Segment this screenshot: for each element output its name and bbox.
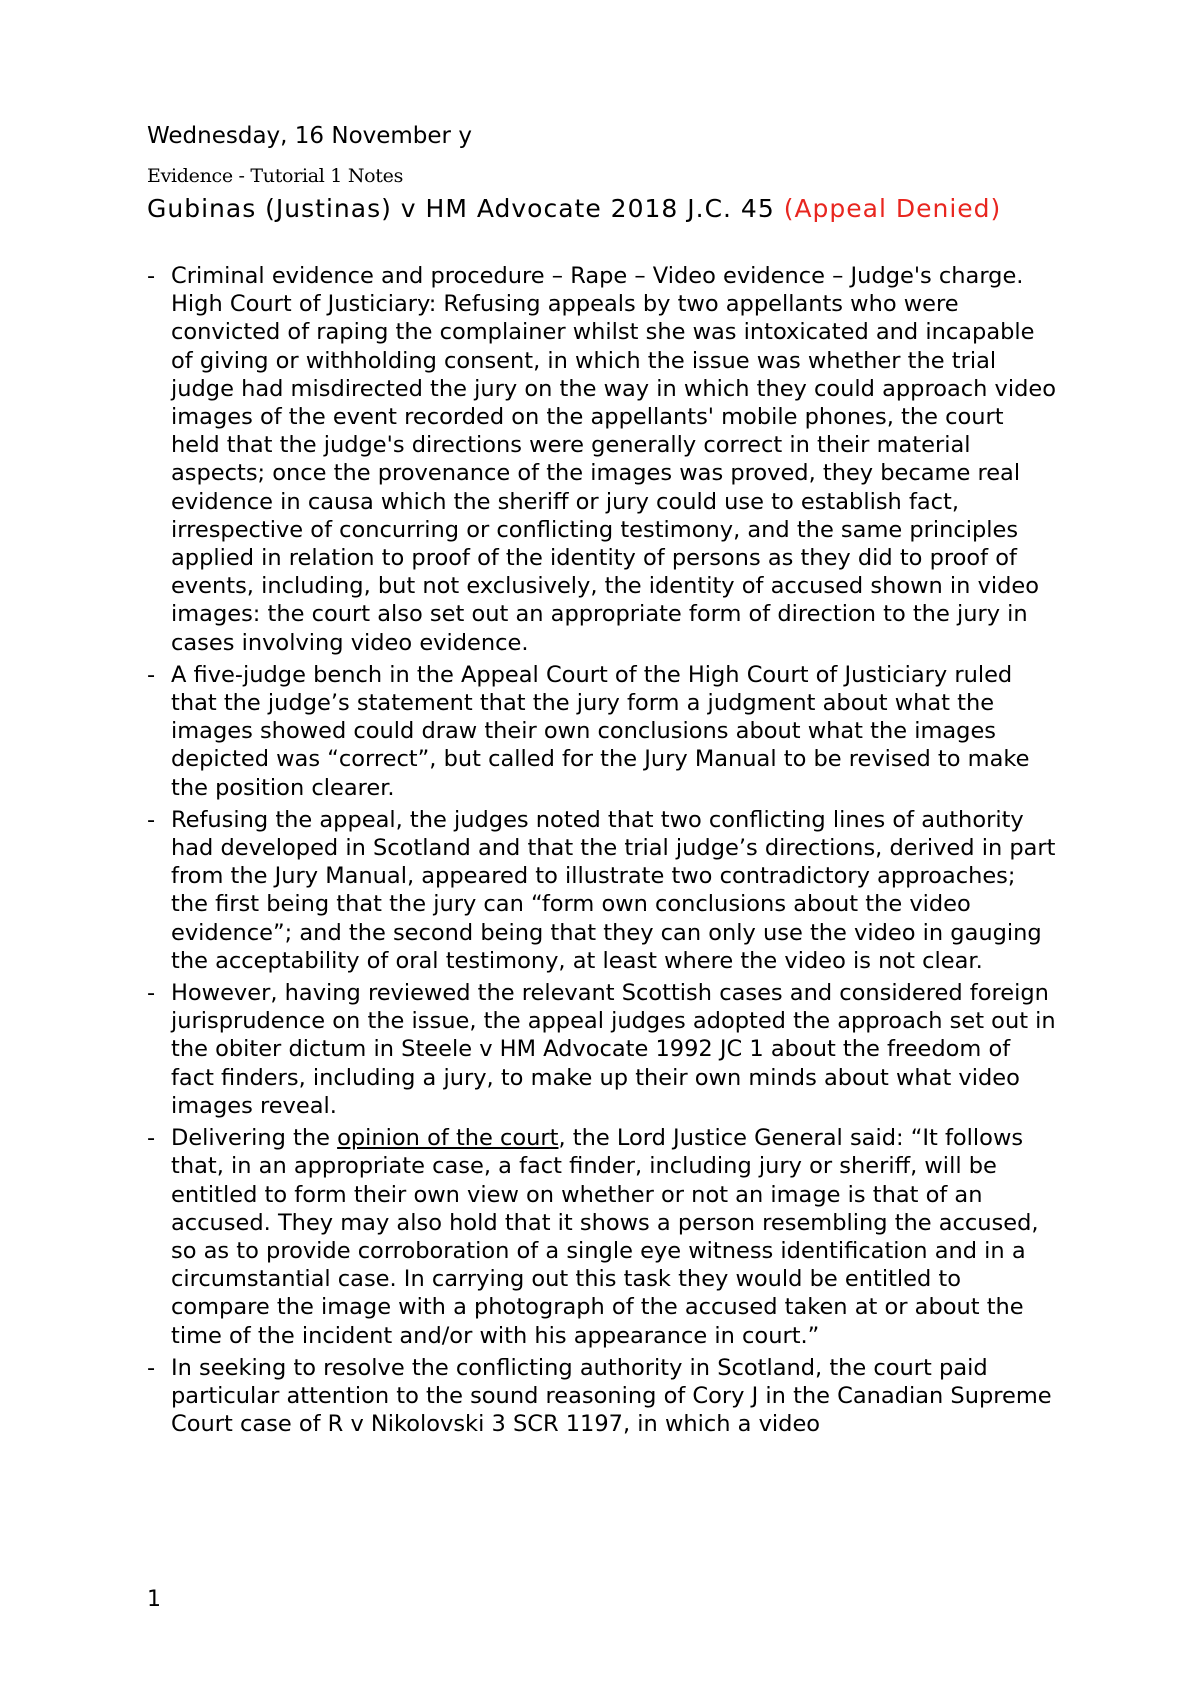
bullet-dash: -: [147, 263, 156, 289]
case-heading: [147, 193, 1077, 225]
list-item: [147, 979, 1057, 1120]
list-item: [147, 1124, 1057, 1350]
list-item: [147, 262, 1057, 657]
bullet-text-after: , the Lord Justice General said: “It follows that, in an appropriate case, a fact finder, including jury or sheriff, will be entitled to form their own view on whether or not an image is that of an accused. They may also hold that it shows a person resembling the accused, so as to provide corroboration of a single eye witness identification and in a circumstantial case. In carrying out this task they would be entitled to compare the image with a photograph of the accused taken at or about the time of the incident and/or with his appearance in court.”: [171, 1125, 1039, 1349]
opinion-of-the-court-link[interactable]: opinion of the court: [337, 1125, 559, 1152]
case-notes-list: [147, 262, 1057, 1442]
bullet-dash: -: [147, 661, 156, 688]
document-subtitle: Evidence - Tutorial 1 Notes: [147, 165, 404, 187]
list-item: [147, 661, 1057, 802]
bullet-dash: -: [147, 1354, 156, 1381]
bullet-text: Criminal evidence and procedure – Rape – Video evidence – Judge's charge. High Court of Justiciary: Refusing appeals by two appellants who were convicted of raping the complainer whilst she was intoxicated and incapable of giving or withholding consent, in which the issue was whether the trial judge had misdirected the jury on the way in which they could approach video images of the event recorded on the appellants' mobile phones, the court held that the judge's directions were generally correct in their material aspects; once the provenance of the images was proved, they became real evidence in causa which the sheriff or jury could use to establish fact, irrespective of concurring or conflicting testimony, and the same principles applied in relation to proof of the identity of persons as they did to proof of events, including, but not exclusively, the identity of accused shown in video images: the court also set out an appropriate form of direction to the jury in cases involving video evidence.: [171, 263, 1057, 656]
list-item: [147, 806, 1057, 975]
bullet-dash: -: [147, 1125, 156, 1152]
bullet-dash: -: [147, 806, 156, 833]
bullet-text: A five-judge bench in the Appeal Court of the High Court of Justiciary ruled that the judge’s statement that the jury form a judgment about what the images showed could draw their own conclusions about what the images depicted was “correct”, but called for the Jury Manual to be revised to make the position clearer.: [171, 661, 1030, 801]
bullet-text: However, having reviewed the relevant Scottish cases and considered foreign jurisprudence on the issue, the appeal judges adopted the approach set out in the obiter dictum in Steele v HM Advocate 1992 JC 1 about the freedom of fact finders, including a jury, to make up their own minds about what video images reveal.: [171, 980, 1056, 1119]
page-number: 1: [147, 1587, 161, 1612]
bullet-text: Refusing the appeal, the judges noted that two conflicting lines of authority had developed in Scotland and that the trial judge’s directions, derived in part from the Jury Manual, appeared to illustrate two contradictory approaches; the first being that the jury can “form own conclusions about the video evidence”; and the second being that they can only use the video in gauging the acceptability of oral testimony, at least where the video is not clear.: [171, 806, 1056, 974]
document-date: Wednesday, 16 November y: [147, 123, 472, 149]
list-item: [147, 1354, 1057, 1439]
case-title: Gubinas (Justinas) v HM Advocate 2018 J.C. 45: [147, 194, 775, 223]
bullet-text-before: Delivering the: [171, 1125, 338, 1152]
bullet-dash: -: [147, 980, 156, 1007]
case-status: (Appeal Denied): [783, 194, 1002, 223]
bullet-text: In seeking to resolve the conflicting authority in Scotland, the court paid particular attention to the sound reasoning of Cory J in the Canadian Supreme Court case of R v Nikolovski 3 SCR 1197, in which a video: [171, 1354, 1052, 1438]
